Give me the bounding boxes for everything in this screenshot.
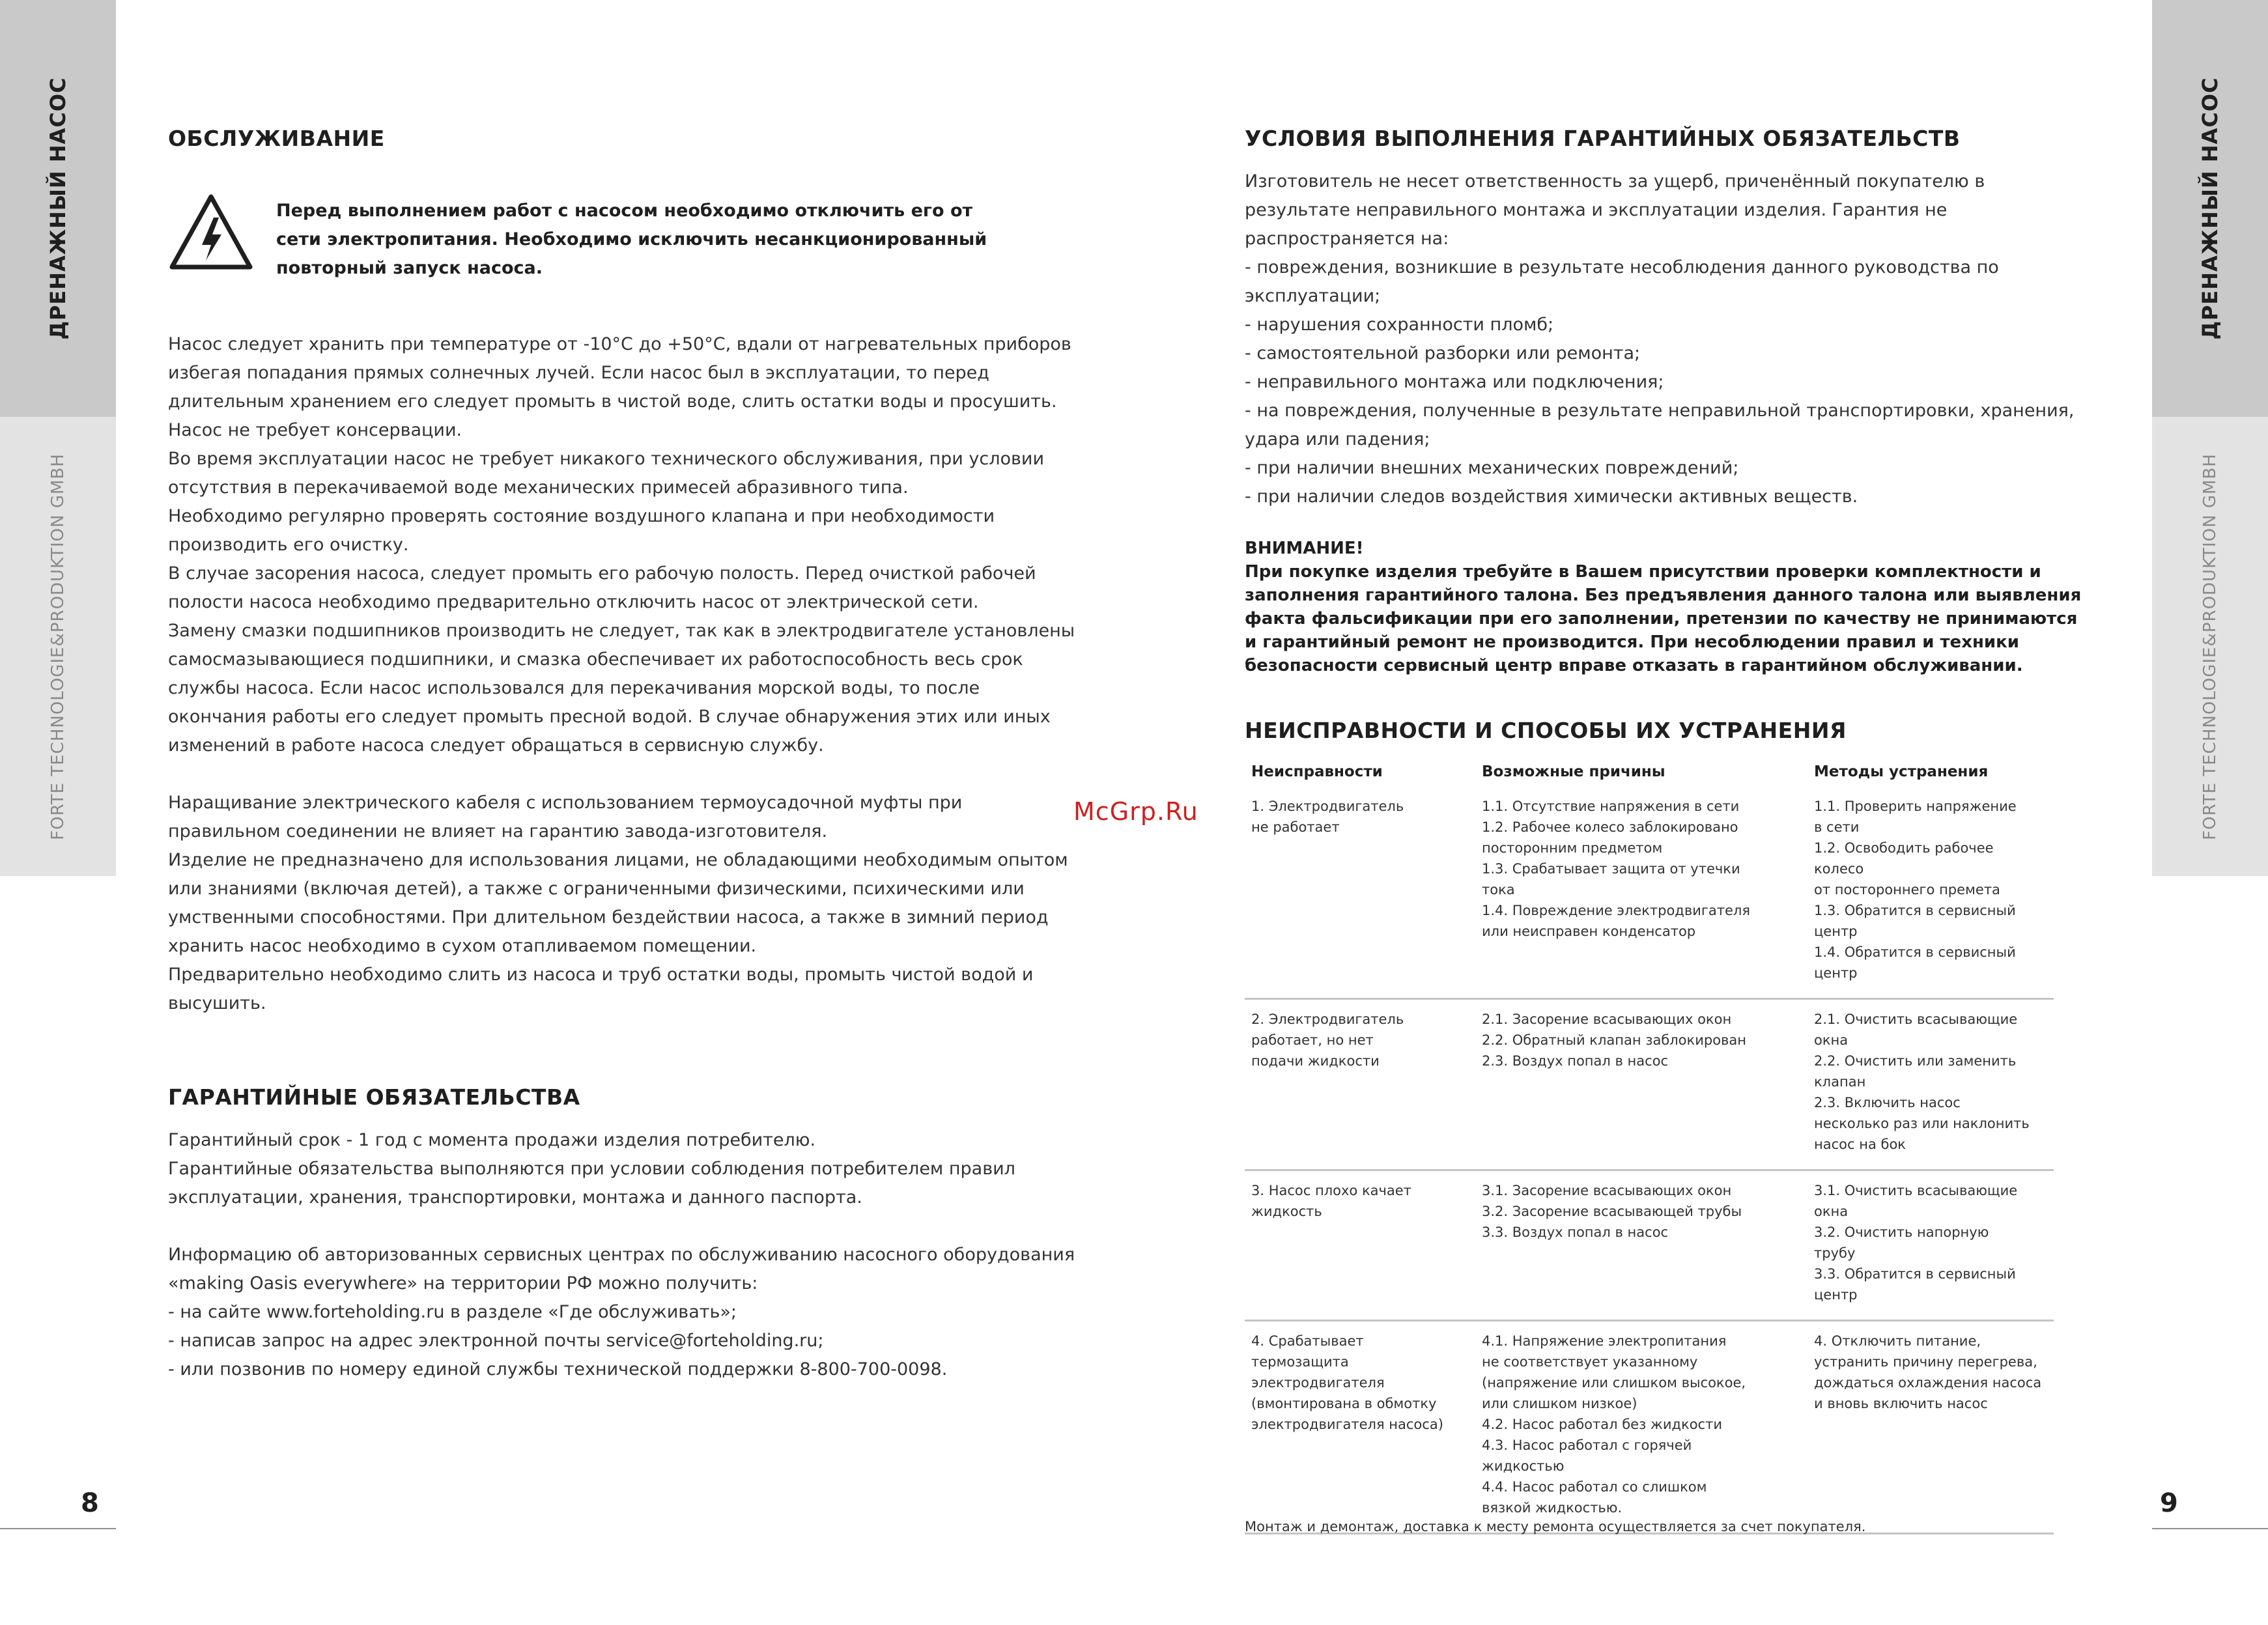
paragraph-gap [168,1212,1075,1241]
right-side-tab-title: ДРЕНАЖНЫЙ НАСОС [2198,77,2222,340]
fix-line: 1.1. Проверить напряжение [1814,798,2017,814]
body-line: Насос следует хранить при температуре от -10°С до +50°С, вдали от нагревательных приборов [168,334,1071,354]
left-side-tab-title: ДРЕНАЖНЫЙ НАСОС [46,77,70,340]
fix-line: клапан [1814,1074,1866,1090]
causes-cell [1475,1170,1807,1321]
cause-line: 1.1. Отсутствие напряжения в сети [1482,798,1740,814]
page-number-right-rule [2152,1528,2268,1529]
cause-line: 2.3. Воздух попал в насос [1482,1053,1669,1069]
cause-line: 2.2. Обратный клапан заблокирован [1482,1032,1747,1048]
table-row [1245,1170,2054,1321]
right-side-tab-title-block [2152,0,2268,417]
attention-title: ВНИМАНИЕ! [1245,539,1364,558]
attention-block [1245,537,2081,677]
page-number-right: 9 [2160,1488,2178,1518]
fault-line: 1. Электродвигатель [1251,798,1404,814]
body-line: длительным хранением его следует промыть в чистой воде, слить остатки воды и просушить. [168,391,1057,412]
body-line: окончания работы его следует промыть пресной водой. В случае обнаружения этих или иных [168,707,1051,727]
cause-line: (напряжение или слишком высокое, [1482,1375,1746,1391]
fault-line: 2. Электродвигатель [1251,1011,1404,1027]
body-line: умственными способностями. При длительном бездействии насоса, а также в зимний период [168,907,1049,927]
fix-line: окна [1814,1204,1849,1219]
fix-line: устранить причину перегрева, [1814,1354,2037,1370]
body-line: производить его очистку. [168,535,409,555]
fixes-cell [1807,999,2054,1170]
body-line: - неправильного монтажа или подключения; [1245,372,1664,392]
body-line: - на сайте www.forteholding.ru в разделе «Где обслуживать»; [168,1302,737,1322]
fix-line: и вновь включить насос [1814,1396,1988,1411]
cause-line: или слишком низкое) [1482,1396,1637,1411]
cause-line: 3.3. Воздух попал в насос [1482,1224,1669,1240]
cause-line: не соответствует указанному [1482,1354,1698,1370]
page-number-left-rule [0,1528,116,1529]
fault-line: жидкость [1251,1204,1322,1219]
warning-line: сети электропитания. Необходимо исключить несанкционированный [276,229,987,249]
fix-line: 3.3. Обратится в сервисный [1814,1266,2016,1282]
fault-line: 4. Срабатывает [1251,1333,1364,1349]
fix-line: 2.3. Включить насос [1814,1095,1961,1110]
body-line: службы насоса. Если насос использовался для перекачивания морской воды, то после [168,678,980,698]
cause-line: 4.1. Напряжение электропитания [1482,1333,1727,1349]
fault-line: (вмонтирована в обмотку [1251,1396,1437,1411]
attention-line: безопасности сервисный центр вправе отказать в гарантийном обслуживании. [1245,656,2023,675]
causes-cell [1475,999,1807,1170]
body-line: высушить. [168,993,266,1013]
body-line: - повреждения, возникшие в результате несоблюдения данного руководства по [1245,257,1999,277]
faults-table [1245,763,2054,1534]
maintenance-title: ОБСЛУЖИВАНИЕ [168,126,385,151]
faults-table-header [1245,763,2054,787]
table-row [1245,787,2054,999]
cause-line: 4.4. Насос работал со слишком [1482,1479,1707,1495]
fix-line: 1.2. Освободить рабочее колесо [1814,840,1994,877]
fault-cell [1245,1321,1475,1534]
fix-line: насос на бок [1814,1137,1906,1152]
body-line: или знаниями (включая детей), а также с ограниченными физическими, психическими или [168,879,1025,899]
causes-cell [1475,1321,1807,1534]
body-line: - на повреждения, полученные в результате неправильной транспортировки, хранения, [1245,401,2075,421]
body-line: полости насоса необходимо предварительно отключить насос от электрической сети. [168,592,979,612]
body-line: В случае засорения насоса, следует промыть его рабочую полость. Перед очисткой рабочей [168,563,1036,584]
fault-line: электродвигателя [1251,1375,1385,1391]
body-line: отсутствия в перекачиваемой воде механических примесей абразивного типа. [168,477,909,498]
warranty-body [168,1126,1075,1384]
body-line: - самостоятельной разборки или ремонта; [1245,343,1641,363]
header-fixes: Методы устранения [1814,763,1989,780]
body-line: Насос не требует консервации. [168,420,462,440]
attention-line: При покупке изделия требуйте в Вашем присутствии проверки комплектности и [1245,562,2041,582]
right-side-tab-brand: FORTE TECHNOLOGIE&PRODUKTION GMBH [2200,453,2220,840]
body-line: Предварительно необходимо слить из насоса и труб остатки воды, промыть чистой водой и [168,965,1034,985]
left-side-tab-brand-block [0,417,116,876]
cause-line: 1.4. Повреждение электродвигателя [1482,903,1750,918]
fix-line: трубу [1814,1245,1856,1261]
fault-line: не работает [1251,819,1340,835]
cause-line: тока [1482,882,1515,897]
fault-line: электродвигателя насоса) [1251,1417,1443,1432]
body-line: эксплуатации, хранения, транспортировки, монтажа и данного паспорта. [168,1187,862,1208]
fix-line: 3.1. Очистить всасывающие [1814,1183,2018,1198]
fix-line: окна [1814,1032,1849,1048]
fix-line: 4. Отключить питание, [1814,1333,1981,1349]
warning-line: Перед выполнением работ с насосом необходимо отключить его от [276,201,973,221]
attention-line: факта фальсификации при его заполнении, претензии по качеству не принимаются [1245,609,2078,629]
fault-line: подачи жидкости [1251,1053,1380,1069]
page-number-left: 8 [81,1488,99,1518]
fix-line: 1.4. Обратится в сервисный [1814,944,2016,960]
faults-title: НЕИСПРАВНОСТИ И СПОСОБЫ ИХ УСТРАНЕНИЯ [1245,718,1847,743]
faults-footnote: Монтаж и демонтаж, доставка к месту ремонта осуществляется за счет покупателя. [1245,1519,1866,1534]
body-line: распространяется на: [1245,229,1449,249]
fault-cell [1245,999,1475,1170]
causes-cell [1475,787,1807,999]
left-side-tab-title-block [0,0,116,417]
body-line: самосмазывающиеся подшипники, и смазка обеспечивает их работоспособность весь срок [168,649,1023,670]
fix-line: дождаться охлаждения насоса [1814,1375,2042,1391]
fix-line: 3.2. Очистить напорную [1814,1224,1989,1240]
fix-line: 2.1. Очистить всасывающие [1814,1011,2018,1027]
fault-cell [1245,787,1475,999]
warranty-title: ГАРАНТИЙНЫЕ ОБЯЗАТЕЛЬСТВА [168,1084,580,1110]
body-line: - при наличии внешних механических повреждений; [1245,458,1739,478]
cause-line: 4.3. Насос работал с горячей [1482,1437,1692,1453]
fix-line: 1.3. Обратится в сервисный [1814,903,2016,918]
cause-line: 4.2. Насос работал без жидкости [1482,1417,1722,1432]
body-line: эксплуатации; [1245,286,1381,306]
body-line: - написав запрос на адрес электронной почты service@forteholding.ru; [168,1331,824,1351]
fault-cell [1245,1170,1475,1321]
cause-line: 1.3. Срабатывает защита от утечки [1482,861,1740,877]
body-line: - нарушения сохранности пломб; [1245,315,1554,335]
fixes-cell [1807,1170,2054,1321]
body-line: удара или падения; [1245,429,1430,449]
body-line: - при наличии следов воздействия химически активных веществ. [1245,487,1858,507]
cause-line: 1.2. Рабочее колесо заблокировано [1482,819,1738,835]
fix-line: в сети [1814,819,1860,835]
fault-line: 3. Насос плохо качает [1251,1183,1411,1198]
body-line: результате неправильного монтажа и эксплуатации изделия. Гарантия не [1245,200,1948,220]
header-faults: Неисправности [1251,763,1383,780]
fix-line: 2.2. Очистить или заменить [1814,1053,2017,1069]
body-line: Во время эксплуатации насос не требует никакого технического обслуживания, при условии [168,449,1045,469]
watermark: McGrp.Ru [1073,797,1198,826]
fix-line: центр [1814,924,1858,939]
fixes-cell [1807,1321,2054,1534]
body-line: «making Oasis everywhere» на территории РФ можно получить: [168,1273,758,1293]
body-line: Необходимо регулярно проверять состояние воздушного клапана и при необходимости [168,506,995,526]
fix-line: от постороннего премета [1814,882,2000,897]
body-line: Замену смазки подшипников производить не следует, так как в электродвигателе установлены [168,621,1075,641]
paragraph-gap [168,760,1075,789]
maintenance-body [168,330,1075,1018]
body-line: Изделие не предназначено для использования лицами, не обладающими необходимым опытом [168,850,1068,870]
body-line: Информацию об авторизованных сервисных центрах по обслуживанию насосного оборудования [168,1245,1075,1265]
cause-line: 3.1. Засорение всасывающих окон [1482,1183,1732,1198]
header-causes: Возможные причины [1482,763,1666,780]
cause-line: 3.2. Засорение всасывающей трубы [1482,1204,1742,1219]
conditions-title: УСЛОВИЯ ВЫПОЛНЕНИЯ ГАРАНТИЙНЫХ ОБЯЗАТЕЛЬСТВ [1245,126,1961,151]
attention-line: и гарантийный ремонт не производится. При несоблюдении правил и техники [1245,632,2020,652]
high-voltage-warning-icon [168,193,254,271]
fix-line: несколько раз или наклонить [1814,1116,2030,1131]
right-side-tab-brand-block [2152,417,2268,876]
body-line: Гарантийный срок - 1 год с момента продажи изделия потребителю. [168,1130,816,1150]
table-row [1245,999,2054,1170]
faults-table-wrap [1245,763,2054,1534]
warning-line: повторный запуск насоса. [276,258,543,278]
body-line: Гарантийные обязательства выполняются при условии соблюдения потребителем правил [168,1159,1015,1179]
left-side-tab-brand: FORTE TECHNOLOGIE&PRODUKTION GMBH [48,453,68,840]
fix-line: центр [1814,1287,1858,1303]
fixes-cell [1807,787,2054,999]
body-line: правильном соединении не влияет на гарантию завода-изготовителя. [168,821,828,841]
body-line: Изготовитель не несет ответственность за ущерб, приченённый покупателю в [1245,171,1985,191]
conditions-body [1245,167,2074,511]
body-line: хранить насос необходимо в сухом отапливаемом помещении. [168,936,757,956]
maintenance-warning-text [276,197,987,283]
cause-line: или неисправен конденсатор [1482,924,1696,939]
cause-line: посторонним предметом [1482,840,1663,856]
body-line: избегая попадания прямых солнечных лучей. Если насос был в эксплуатации, то перед [168,363,989,383]
body-line: Наращивание электрического кабеля с использованием термоусадочной муфты при [168,793,963,813]
cause-line: вязкой жидкостью. [1482,1500,1623,1516]
fix-line: центр [1814,965,1858,981]
cause-line: 2.1. Засорение всасывающих окон [1482,1011,1732,1027]
body-line: - или позвонив по номеру единой службы технической поддержки 8-800-700-0098. [168,1359,948,1379]
attention-line: заполнения гарантийного талона. Без предъявления данного талона или выявления [1245,586,2082,605]
table-row [1245,1321,2054,1534]
fault-line: работает, но нет [1251,1032,1374,1048]
cause-line: жидкостью [1482,1458,1565,1474]
body-line: изменений в работе насоса следует обращаться в сервисную службу. [168,735,824,756]
fault-line: термозащита [1251,1354,1349,1370]
